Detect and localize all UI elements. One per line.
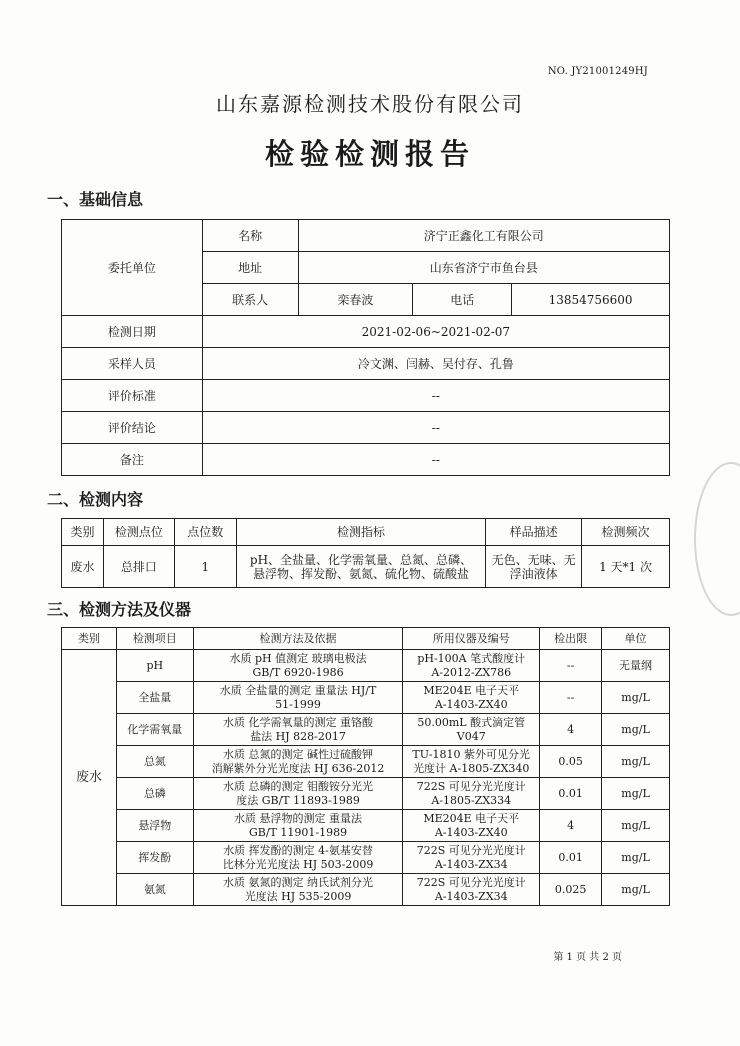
detection-limit: 0.05 <box>540 746 602 778</box>
instrument <box>403 746 540 778</box>
report-number: NO. JY21001249HJ <box>547 66 648 77</box>
row-sample-desc <box>486 546 582 588</box>
method-row <box>62 650 670 682</box>
remark-value: -- <box>202 444 669 476</box>
detection-limit: 0.01 <box>540 842 602 874</box>
instrument <box>403 842 540 874</box>
basic-info-table <box>61 219 670 476</box>
unit: mg/L <box>602 842 670 874</box>
instrument <box>403 778 540 810</box>
method-basis <box>193 810 403 842</box>
method-line-1: 水质 化学需氧量的测定 重铬酸 <box>223 715 374 729</box>
indicators-line-2: 悬浮物、挥发酚、氨氮、硫化物、硫酸盐 <box>252 566 469 581</box>
method-line-1: 水质 总磷的测定 钼酸铵分光光 <box>223 779 374 793</box>
contact-label: 联系人 <box>202 284 298 316</box>
instrument-line-2: A-2012-ZX786 <box>431 665 512 679</box>
method-item: 悬浮物 <box>116 810 193 842</box>
method-line-2: 度法 GB/T 11893-1989 <box>236 793 360 807</box>
header-sample-desc: 样品描述 <box>486 519 582 546</box>
m-header-limit: 检出限 <box>540 628 602 650</box>
indicators-line-1: pH、全盐量、化学需氧量、总氮、总磷、 <box>249 552 473 567</box>
row-indicators <box>236 546 486 588</box>
method-basis <box>193 714 403 746</box>
date-label: 检测日期 <box>62 316 203 348</box>
instrument-line-1: 50.00mL 酸式滴定管 <box>417 715 526 729</box>
method-basis <box>193 778 403 810</box>
m-header-item: 检测项目 <box>116 628 193 650</box>
instrument-line-1: 722S 可见分光光度计 <box>416 875 526 889</box>
instrument <box>403 810 540 842</box>
method-instrument-table <box>61 627 670 906</box>
desc-line-1: 无色、无味、无 <box>491 552 576 567</box>
method-basis <box>193 650 403 682</box>
instrument-line-2: A-1403-ZX40 <box>434 825 508 839</box>
method-line-2: 消解紫外分光光度法 HJ 636-2012 <box>211 761 385 775</box>
unit: mg/L <box>602 682 670 714</box>
report-title: 检验检测报告 <box>264 137 475 171</box>
instrument <box>403 682 540 714</box>
instrument-line-2: V047 <box>456 729 486 743</box>
header-category: 类别 <box>62 519 104 546</box>
instrument-line-1: 722S 可见分光光度计 <box>416 779 526 793</box>
unit: 无量纲 <box>602 650 670 682</box>
unit: mg/L <box>602 874 670 906</box>
method-row <box>62 778 670 810</box>
name-label: 名称 <box>202 220 298 252</box>
row-category: 废水 <box>62 546 104 588</box>
method-line-1: 水质 pH 值测定 玻璃电极法 <box>229 651 367 665</box>
instrument-line-2: A-1805-ZX334 <box>431 793 512 807</box>
method-item: 化学需氧量 <box>116 714 193 746</box>
header-count: 点位数 <box>174 519 236 546</box>
sampler-value: 冷文渊、闫赫、吴付存、孔鲁 <box>202 348 669 380</box>
date-value: 2021-02-06~2021-02-07 <box>202 316 669 348</box>
phone-value: 13854756600 <box>512 284 670 316</box>
instrument-line-1: ME204E 电子天平 <box>423 683 520 697</box>
section2-heading: 二、检测内容 <box>47 490 144 509</box>
method-basis <box>193 746 403 778</box>
m-header-method: 检测方法及依据 <box>193 628 403 650</box>
method-item: 挥发酚 <box>116 842 193 874</box>
method-category: 废水 <box>62 650 117 906</box>
method-line-2: 比林分光光度法 HJ 503-2009 <box>222 857 374 871</box>
instrument <box>403 874 540 906</box>
instrument-line-1: ME204E 电子天平 <box>423 811 520 825</box>
contact-value: 栾春波 <box>298 284 413 316</box>
name-value: 济宁正鑫化工有限公司 <box>298 220 669 252</box>
detection-limit: 4 <box>540 810 602 842</box>
m-header-category: 类别 <box>62 628 117 650</box>
method-item: 氨氮 <box>116 874 193 906</box>
address-label: 地址 <box>202 252 298 284</box>
unit: mg/L <box>602 714 670 746</box>
method-row <box>62 874 670 906</box>
method-basis <box>193 874 403 906</box>
method-basis <box>193 682 403 714</box>
method-line-2: 51-1999 <box>275 697 321 711</box>
method-line-1: 水质 氨氮的测定 纳氏试剂分光 <box>223 875 374 889</box>
row-frequency: 1 天*1 次 <box>582 546 670 588</box>
instrument-line-2: 光度计 A-1805-ZX340 <box>413 761 530 775</box>
method-line-2: GB/T 11901-1989 <box>248 825 348 839</box>
method-line-1: 水质 总氮的测定 碱性过硫酸钾 <box>223 747 374 761</box>
detection-limit: 0.01 <box>540 778 602 810</box>
instrument <box>403 714 540 746</box>
unit: mg/L <box>602 778 670 810</box>
instrument-line-1: TU-1810 紫外可见分光 <box>412 747 531 761</box>
instrument-line-1: 722S 可见分光光度计 <box>416 843 526 857</box>
row-point: 总排口 <box>103 546 174 588</box>
client-label: 委托单位 <box>62 220 203 316</box>
method-item: 总氮 <box>116 746 193 778</box>
method-row <box>62 682 670 714</box>
remark-label: 备注 <box>62 444 203 476</box>
section1-heading: 一、基础信息 <box>47 190 144 209</box>
header-point: 检测点位 <box>103 519 174 546</box>
test-content-table <box>61 518 670 588</box>
method-row <box>62 810 670 842</box>
method-line-1: 水质 挥发酚的测定 4-氨基安替 <box>223 843 373 857</box>
method-row <box>62 714 670 746</box>
method-line-2: 光度法 HJ 535-2009 <box>244 889 352 903</box>
phone-label: 电话 <box>413 284 512 316</box>
detection-limit: -- <box>540 682 602 714</box>
instrument-line-2: A-1403-ZX34 <box>434 857 508 871</box>
unit: mg/L <box>602 746 670 778</box>
detection-limit: 4 <box>540 714 602 746</box>
conclusion-label: 评价结论 <box>62 412 203 444</box>
company-name: 山东嘉源检测技术股份有限公司 <box>216 92 524 116</box>
m-header-instrument: 所用仪器及编号 <box>403 628 540 650</box>
standard-label: 评价标准 <box>62 380 203 412</box>
method-line-2: GB/T 6920-1986 <box>252 665 344 679</box>
instrument <box>403 650 540 682</box>
row-count: 1 <box>174 546 236 588</box>
instrument-line-2: A-1403-ZX34 <box>434 889 508 903</box>
sampler-label: 采样人员 <box>62 348 203 380</box>
header-frequency: 检测频次 <box>582 519 670 546</box>
method-row <box>62 842 670 874</box>
method-line-1: 水质 悬浮物的测定 重量法 <box>234 811 363 825</box>
section3-heading: 三、检测方法及仪器 <box>47 600 192 619</box>
instrument-line-1: pH-100A 笔式酸度计 <box>417 651 526 665</box>
instrument-line-2: A-1403-ZX40 <box>434 697 508 711</box>
method-item: 全盐量 <box>116 682 193 714</box>
standard-value: -- <box>202 380 669 412</box>
detection-limit: -- <box>540 650 602 682</box>
m-header-unit: 单位 <box>602 628 670 650</box>
method-item: 总磷 <box>116 778 193 810</box>
seal-stamp <box>694 462 740 616</box>
address-value: 山东省济宁市鱼台县 <box>298 252 669 284</box>
method-line-1: 水质 全盐量的测定 重量法 HJ/T <box>219 683 377 697</box>
header-indicators: 检测指标 <box>236 519 486 546</box>
desc-line-2: 浮油液体 <box>509 566 558 581</box>
conclusion-value: -- <box>202 412 669 444</box>
method-line-2: 盐法 HJ 828-2017 <box>250 729 346 743</box>
method-row <box>62 746 670 778</box>
method-basis <box>193 842 403 874</box>
unit: mg/L <box>602 810 670 842</box>
page-footer: 第 1 页 共 2 页 <box>553 952 622 963</box>
detection-limit: 0.025 <box>540 874 602 906</box>
method-item: pH <box>116 650 193 682</box>
